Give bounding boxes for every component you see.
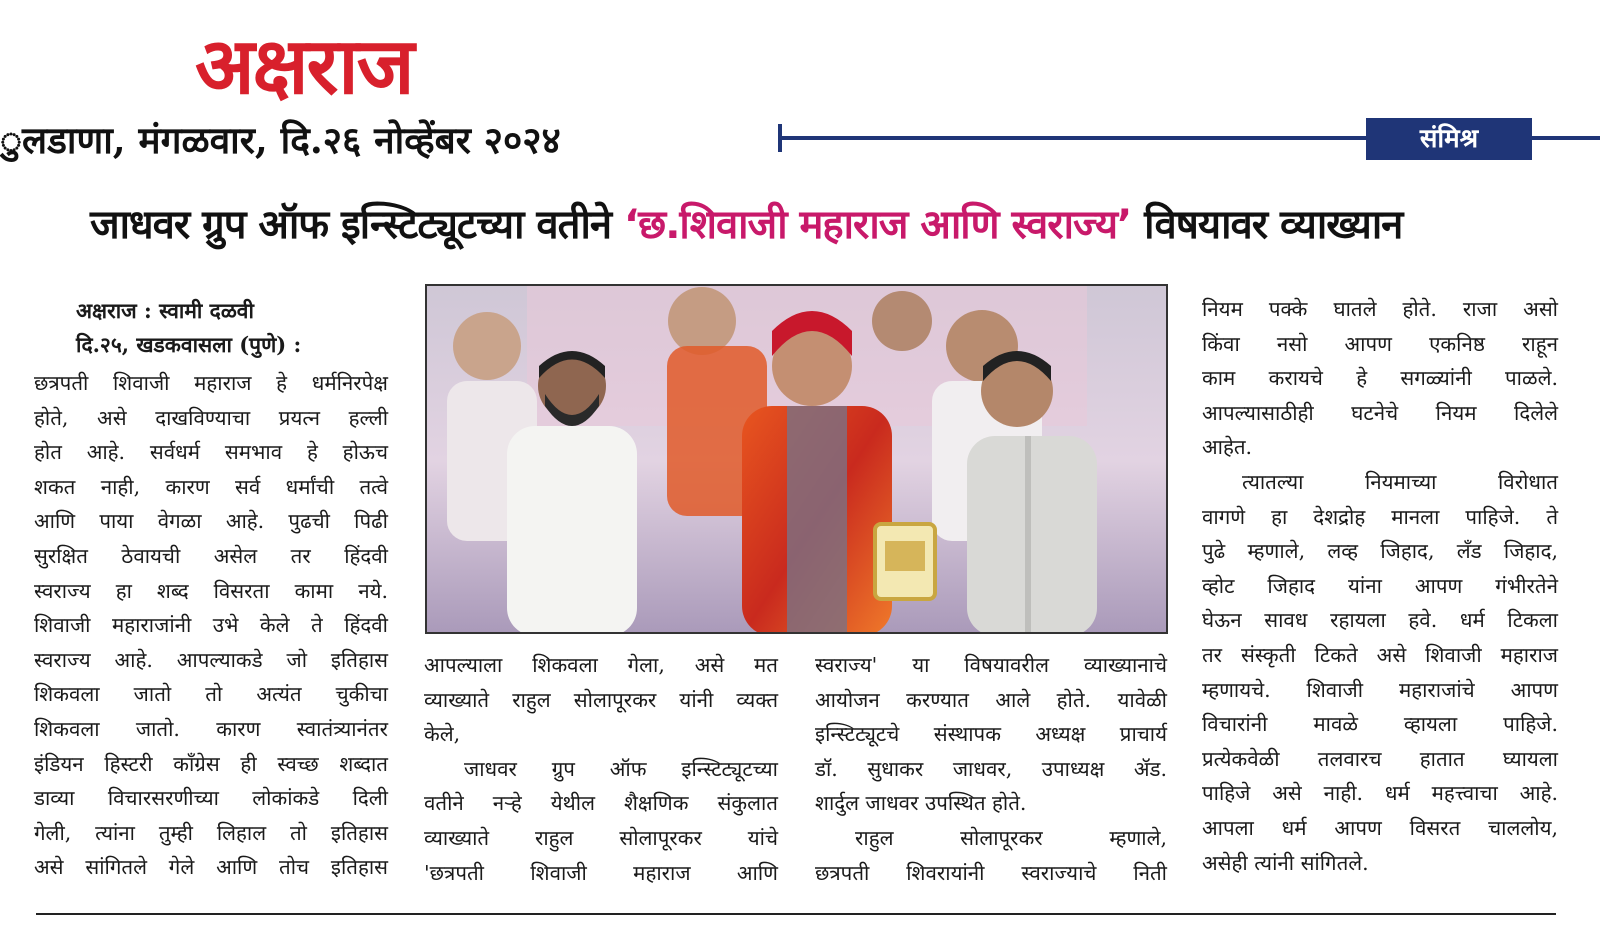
column-line: स्वराज्य हा शब्द विसरता कामा नये. [34, 578, 388, 603]
column-line: पुढे म्हणाले, लव्ह जिहाद, लँड जिहाद, [1202, 539, 1558, 564]
column-line: डॉ. सुधाकर जाधवर, उपाध्यक्ष ॲड. [815, 756, 1167, 781]
dateline-rule [782, 136, 1367, 140]
column-line: त्यातल्या नियमाच्या विरोधात [1242, 469, 1558, 494]
headline-part-1: जाधवर ग्रुप ऑफ इन्स्टिट्यूटच्या वतीने [90, 202, 624, 248]
column-line: 'छत्रपती शिवाजी महाराज आणि [424, 860, 778, 885]
column-line: आपल्यासाठीही घटनेचे नियम दिलेले [1202, 400, 1558, 425]
column-line: पाहिजे असे नाही. धर्म महत्त्वाचा आहे. [1202, 781, 1558, 806]
column-line: होते, असे दाखविण्याचा प्रयत्न हल्ली [34, 405, 388, 430]
dateline-rule-end [1532, 136, 1600, 140]
article-column-4 [1202, 292, 1558, 880]
column-line: असे सांगितले गेले आणि तोच इतिहास [34, 855, 388, 880]
column-line: नियम पक्के घातले होते. राजा असो [1202, 297, 1558, 321]
column-line: प्रत्येकवेळी तलवारच हातात घ्यायला [1202, 746, 1558, 771]
column-line: घेऊन सावध रहायला हवे. धर्म टिकला [1202, 608, 1558, 633]
section-badge: संमिश्र [1366, 118, 1532, 160]
column-line: स्वराज्य आहे. आपल्याकडे जो इतिहास [34, 647, 388, 672]
column-line: व्याख्याते राहुल सोलापूरकर यांचे [424, 825, 778, 850]
article-headline [90, 190, 1530, 260]
article-column-1 [34, 366, 388, 885]
column-line: केले, [424, 722, 461, 747]
column-line: शकत नाही, कारण सर्व धर्मांची तत्वे [34, 474, 388, 499]
dateline: ुलडाणा, मंगळवार, दि.२६ नोव्हेंबर २०२४ [0, 118, 561, 162]
column-line: शिकवला जातो तो अत्यंत चुकीचा [34, 682, 388, 707]
column-line: तर संस्कृती टिकते असे शिवाजी महाराज [1202, 642, 1558, 667]
column-line: वागणे हा देशद्रोह मानला पाहिजे. ते [1202, 504, 1558, 529]
headline-part-2: विषयावर व्याख्यान [1131, 202, 1403, 248]
headline-accent: ‘छ.शिवाजी महाराज आणि स्वराज्य’ [623, 202, 1132, 248]
column-line: राहुल सोलापूरकर म्हणाले, [855, 825, 1167, 850]
column-line: विचारांनी मावळे व्हायला पाहिजे. [1202, 712, 1558, 737]
column-line: शार्दुल जाधवर उपस्थित होते. [815, 791, 1027, 816]
column-line: व्होट जिहाद यांना आपण गंभीरतेने [1202, 573, 1558, 598]
byline-author: अक्षराज : स्वामी दळवी [76, 298, 254, 323]
column-line: शिवाजी महाराजांनी उभे केले ते हिंदवी [34, 613, 388, 638]
column-line: शिकवला जातो. कारण स्वातंत्र्यानंतर [34, 716, 388, 741]
article-column-3 [815, 648, 1167, 890]
column-line: व्याख्याते राहुल सोलापूरकर यांनी व्यक्त [424, 687, 778, 712]
column-line: इन्स्टिट्यूटचे संस्थापक अध्यक्ष प्राचार्य [815, 722, 1167, 747]
column-line: जाधवर ग्रुप ऑफ इन्स्टिट्यूटच्या [464, 756, 778, 781]
column-line: असेही त्यांनी सांगितले. [1202, 850, 1369, 875]
column-line: किंवा नसो आपण एकनिष्ठ राहून [1202, 331, 1558, 356]
column-line: सुरक्षित ठेवायची असेल तर हिंदवी [34, 543, 388, 568]
column-line: आयोजन करण्यात आले होते. यावेळी [815, 687, 1167, 712]
column-line: होत आहे. सर्वधर्म समभाव हे होऊच [34, 440, 388, 465]
column-line: छत्रपती शिवाजी महाराज हे धर्मनिरपेक्ष [34, 371, 388, 395]
column-line: गेली, त्यांना तुम्ही लिहाल तो इतिहास [34, 820, 388, 845]
column-line: स्वराज्य' या विषयावरील व्याख्यानाचे [815, 653, 1167, 677]
masthead-title: अक्षराज [195, 22, 413, 112]
column-line: आपल्याला शिकवला गेला, असे मत [424, 653, 778, 677]
column-line: म्हणायचे. शिवाजी महाराजांचे आपण [1202, 677, 1558, 702]
bottom-rule [36, 913, 1556, 915]
byline-dateline: दि.२५, खडकवासला (पुणे) : [76, 332, 302, 357]
byline [76, 294, 301, 362]
article-column-2 [424, 648, 778, 890]
column-line: डाव्या विचारसरणीच्या लोकांकडे दिली [34, 786, 388, 811]
column-line: काम करायचे हे सगळ्यांनी पाळले. [1202, 366, 1558, 391]
event-photo [425, 284, 1168, 634]
column-line: आणि पाया वेगळा आहे. पुढची पिढी [34, 509, 388, 534]
column-line: वतीने नऱ्हे येथील शैक्षणिक संकुलात [424, 791, 778, 816]
column-line: इंडियन हिस्टरी कॉंग्रेस ही स्वच्छ शब्दात [34, 751, 388, 776]
column-line: छत्रपती शिवरायांनी स्वराज्याचे निती [815, 860, 1167, 885]
column-line: आहेत. [1202, 435, 1253, 460]
column-line: आपला धर्म आपण विसरत चाललोय, [1202, 815, 1558, 840]
